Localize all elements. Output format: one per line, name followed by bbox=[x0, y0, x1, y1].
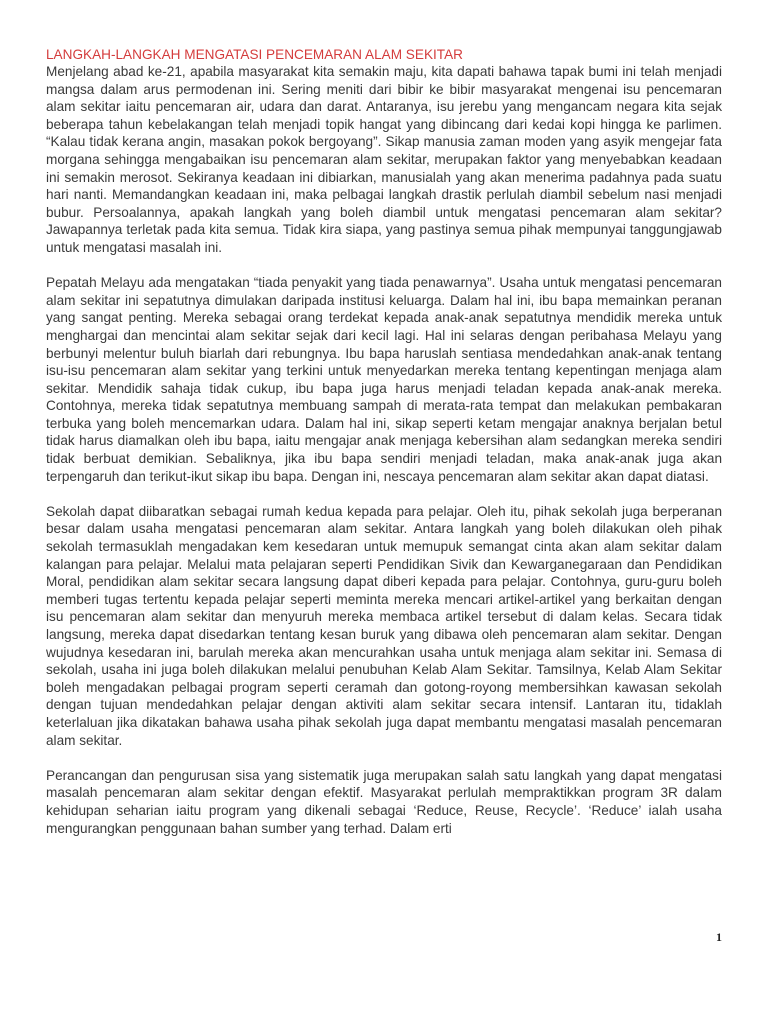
paragraph-intro: Menjelang abad ke-21, apabila masyarakat kita semakin maju, kita dapati bahawa tapak bumi ini telah menjadi mangsa dalam arus permodenan ini. Sering meniti dari bibir ke bibir masyarakat mengenai isu pencemaran alam sekitar iaitu pencemaran air, udara dan darat. Antaranya, isu jerebu yang mengancam negara kita sejak beberapa tahun kebelakangan telah menjadi topik hangat yang dibincang dari kedai kopi hingga ke parlimen. “Kalau tidak kerana angin, masakan pokok bergoyang”. Sikap manusia zaman moden yang asyik mengejar fata morgana sehingga mengabaikan isu pencemaran alam sekitar, merupakan faktor yang menyebabkan keadaan ini semakin merosot. Sekiranya keadaan ini dibiarkan, manusialah yang akan menerima padahnya pada suatu hari nanti. Memandangkan keadaan ini, maka pelbagai langkah drastik perlulah diambil sebelum nasi menjadi bubur. Persoalannya, apakah langkah yang boleh diambil untuk mengatasi pencemaran alam sekitar? Jawapannya terletak pada kita semua. Tidak kira siapa, yang pastinya semua pihak mempunyai tanggungjawab untuk mengatasi masalah ini. bbox=[46, 64, 722, 255]
document-title: LANGKAH-LANGKAH MENGATASI PENCEMARAN ALAM SEKITAR bbox=[46, 47, 463, 62]
document-page bbox=[46, 46, 722, 837]
paragraph-waste: Perancangan dan pengurusan sisa yang sistematik juga merupakan salah satu langkah yang dapat mengatasi masalah pencemaran alam sekitar dengan efektif. Masyarakat perlulah mempraktikkan program 3R dalam kehidupan seharian iaitu program yang dikenali sebagai ‘Reduce, Reuse, Recycle’. ‘Reduce’ ialah usaha mengurangkan penggunaan bahan sumber yang terhad. Dalam erti bbox=[46, 767, 722, 836]
page-number: 1 bbox=[716, 930, 722, 944]
paragraph-school: Sekolah dapat diibaratkan sebagai rumah kedua kepada para pelajar. Oleh itu, pihak sekolah juga berperanan besar dalam usaha mengatasi pencemaran alam sekitar. Antara langkah yang boleh dilakukan oleh pihak sekolah termasuklah mengadakan kem kesedaran untuk memupuk semangat cinta akan alam sekitar dalam kalangan para pelajar. Melalui mata pelajaran seperti Pendidikan Sivik dan Kewarganegaraan dan Pendidikan Moral, pendidikan alam sekitar secara langsung dapat diberi kepada para pelajar. Contohnya, guru-guru boleh memberi tugas tertentu kepada pelajar seperti meminta mereka mencari artikel-artikel yang berkaitan dengan isu pencemaran alam sekitar dan menyuruh mereka membaca artikel tersebut di dalam kelas. Secara tidak langsung, mereka dapat disedarkan tentang kesan buruk yang dibawa oleh pencemaran alam sekitar. Dengan wujudnya kesedaran ini, barulah mereka akan mencurahkan usaha untuk menjaga alam sekitar ini. Semasa di sekolah, usaha ini juga boleh dilakukan melalui penubuhan Kelab Alam Sekitar. Tamsilnya, Kelab Alam Sekitar boleh mengadakan pelbagai program seperti ceramah dan gotong-royong membersihkan kawasan sekolah dengan tujuan mendedahkan pelajar dengan aktiviti alam sekitar secara intensif. Lantaran itu, tidaklah keterlaluan jika dikatakan bahawa usaha pihak sekolah juga dapat membantu mengatasi masalah pencemaran alam sekitar. bbox=[46, 503, 722, 748]
paragraph-family: Pepatah Melayu ada mengatakan “tiada penyakit yang tiada penawarnya”. Usaha untuk mengatasi pencemaran alam sekitar ini sepatutnya dimulakan daripada institusi keluarga. Dalam hal ini, ibu bapa memainkan peranan yang sangat penting. Mereka sebagai orang terdekat kepada anak-anak sepatutnya mendidik mereka untuk menghargai dan mencintai alam sekitar sejak dari kecil lagi. Hal ini selaras dengan peribahasa Melayu yang berbunyi melentur buluh biarlah dari rebungnya. Ibu bapa haruslah sentiasa mendedahkan anak-anak tentang isu-isu pencemaran alam sekitar yang terkini untuk menyedarkan mereka tentang kepentingan menjaga alam sekitar. Mendidik sahaja tidak cukup, ibu bapa juga harus menjadi teladan kepada anak-anak mereka. Contohnya, mereka tidak sepatutnya membuang sampah di merata-rata tempat dan melakukan pembakaran terbuka yang boleh mencemarkan udara. Dalam hal ini, sikap seperti ketam mengajar anaknya berjalan betul tidak harus diamalkan oleh ibu bapa, iaitu mengajar anak menjaga kebersihan alam sedangkan mereka sendiri tidak berbuat demikian. Sebaliknya, jika ibu bapa sendiri menjadi teladan, maka anak-anak juga akan terpengaruh dan terikut-ikut sikap ibu bapa. Dengan ini, nescaya pencemaran alam sekitar akan dapat diatasi. bbox=[46, 275, 722, 484]
